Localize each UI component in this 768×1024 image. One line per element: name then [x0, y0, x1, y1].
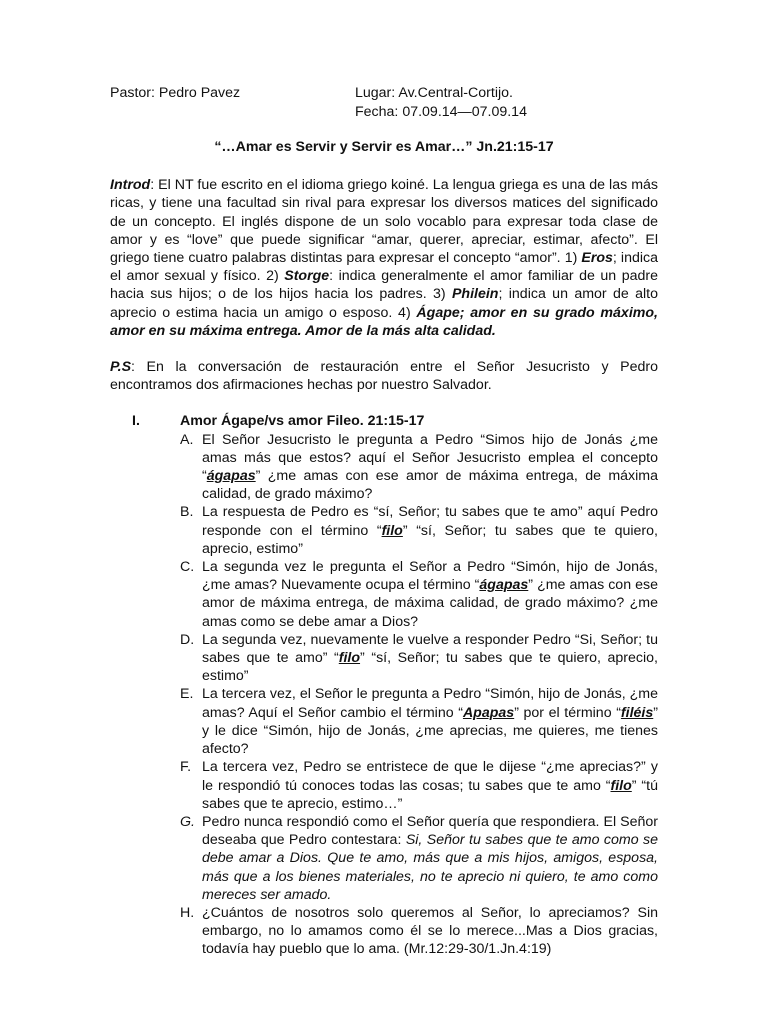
pastor-line: Pastor: Pedro Pavez: [110, 85, 241, 101]
list-item: A. El Señor Jesucristo le pregunta a Pedro “Simos hijo de Jonás ¿me amas más que estos? aquí el Señor Jesucristo emplea el concepto “ágapas” ¿me amas con ese amor de máxima entrega, de máxima calidad, de grado máximo?: [180, 431, 658, 503]
document-page: [110, 84, 658, 959]
list-item: H. ¿Cuántos de nosotros solo queremos al Señor, lo apreciamos? Sin embargo, no lo amamos como él se lo merece...Mas a Dios gracias, todavía hay pueblo que lo ama. (Mr.12:29-30/1.Jn.4:19): [180, 904, 658, 958]
list-item: E. La tercera vez, el Señor le pregunta a Pedro “Simón, hijo de Jonás, ¿me amas? Aquí el Señor cambio el término “Apapas” por el término “filéis” y le dice “Simón, hijo de Jonás, ¿me aprecias, me quieres, me tienes afecto?: [180, 686, 658, 758]
list-item: F. La tercera vez, Pedro se entristece de que le dijese “¿me aprecias?” y le respondió tú conoces todas las cosas; tu sabes que te amo “filo” “tú sabes que te aprecio, estimo…”: [180, 759, 658, 812]
term-eros: Eros: [581, 250, 613, 267]
sermon-title: “…Amar es Servir y Servir es Amar…” Jn.21:15-17: [214, 139, 554, 155]
section-list: [110, 431, 658, 959]
ps-paragraph: P.S: En la conversación de restauración entre el Señor Jesucristo y Pedro encontramos dos afirmaciones hechas por nuestro Salvador.: [110, 359, 658, 394]
list-item: D. La segunda vez, nuevamente le vuelve a responder Pedro “Si, Señor; tu sabes que te amo” “filo” “sí, Señor; tu sabes que te quiero, aprecio, estimo”: [180, 631, 659, 685]
lugar-line: Lugar: Av.Central-Cortijo.: [355, 85, 513, 101]
section-heading: Amor Ágape/vs amor Fileo. 21:15-17: [180, 413, 425, 430]
intro-label: Introd: [110, 177, 151, 194]
term-storge: Storge: [284, 268, 330, 285]
term-philein: Philein: [451, 286, 499, 303]
ps-label: P.S: [110, 359, 132, 376]
list-item: G. Pedro nunca respondió como el Señor quería que respondiera. El Señor deseaba que Pedro contestara: Si, Señor tu sabes que te amo como se debe amar a Dios. Que te amo, más que a mis hijos, amigos, esposa, más que a los bienes materiales, no te aprecio ni quiero, te amo como mereces ser amado.: [180, 813, 658, 903]
list-item: C. La segunda vez le pregunta el Señor a Pedro “Simón, hijo de Jonás, ¿me amas? Nuevamente ocupa el término “ágapas” ¿me amas con ese amor de máxima entrega, de máxima calidad, de grado máximo? ¿me amas como se debe amar a Dios?: [180, 559, 659, 630]
intro-paragraph: Introd: El NT fue escrito en el idioma griego koiné. La lengua griega es una de las más ricas, y tiene una facultad sin rival para expresar los diversos matices del significado de un concepto. El inglés dispone de un solo vocablo para expresar toda clase de amor y es “love” que puede significar “amar, querer, apreciar, estimar, afecto”. El griego tiene cuatro palabras distintas para expresar el concepto “amor”. 1) Eros; indica el amor sexual y físico. 2) Storge: indica generalmente el amor familiar de un padre hacia sus hijos; o de los hijos hacia los padres. 3) Philein; indica un amor de alto aprecio o estima hacia un amigo o esposo. 4) Ágape; amor en su grado máximo, amor en su máxima entrega. Amor de la más alta calidad.: [110, 177, 658, 339]
list-item: B. La respuesta de Pedro es “sí, Señor; tu sabes que te amo” aquí Pedro responde con el término “filo” “sí, Señor; tu sabes que te quiero, aprecio, estimo”: [180, 504, 658, 557]
section-number: I.: [132, 413, 140, 430]
section-one: [110, 412, 658, 958]
term-agape: Ágape; amor en su grado máximo, amor en su máxima entrega. Amor de la más alta calidad.: [110, 304, 658, 339]
header-block: [110, 84, 658, 122]
ideal-answer: Si, Señor tu sabes que te amo como se debe amar a Dios. Que te amo, más que a mis hijos, amigos, esposa, más que a los bienes materiales, no te aprecio ni quiero, te amo como mereces ser amado.: [202, 832, 658, 903]
fecha-line: Fecha: 07.09.14—07.09.14: [355, 104, 527, 120]
